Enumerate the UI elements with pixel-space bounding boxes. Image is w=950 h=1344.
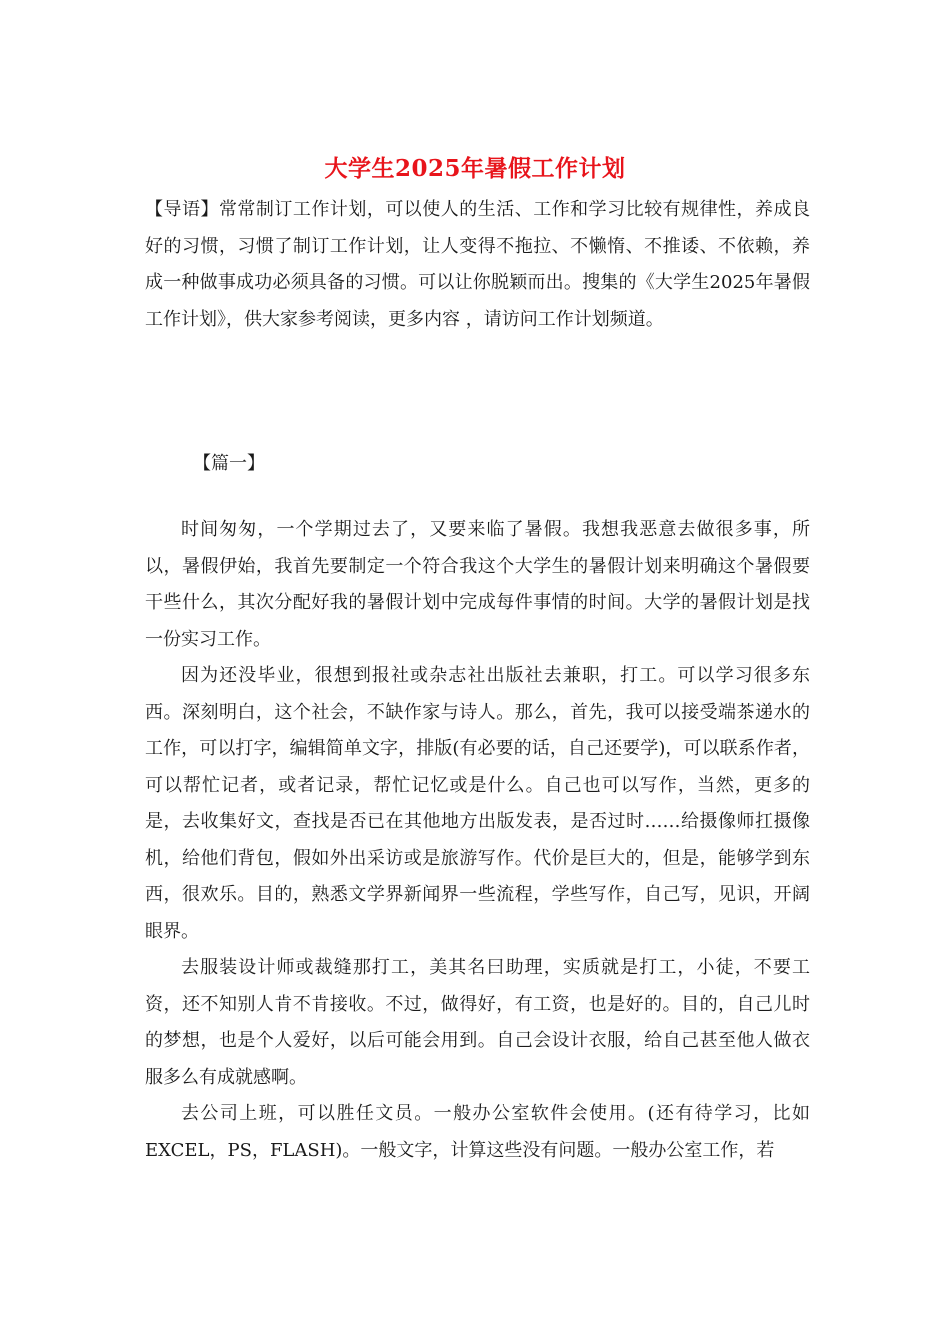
body-paragraph: 因为还没毕业，很想到报社或杂志社出版社去兼职，打工。可以学习很多东西。深刻明白，这个社会，不缺作家与诗人。那么，首先，我可以接受端茶递水的工作，可以打字，编辑简单文字，排版(有必要的话，自己还要学)，可以联系作者，可以帮忙记者，或者记录，帮忙记忆或是什么。自己也可以写作，当然，更多的是，去收集好文，查找是否已在其他地方出版发表，是否过时……给摄像师扛摄像机，给他们背包，假如外出采访或是旅游写作。代价是巨大的，但是，能够学到东西，很欢乐。目的，熟悉文学界新闻界一些流程，学些写作，自己写，见识，开阔眼界。 (145, 665, 810, 942)
body-text (145, 512, 810, 1169)
body-paragraph: 去服装设计师或裁缝那打工，美其名曰助理，实质就是打工，小徒，不要工资，还不知别人肯不肯接收。不过，做得好，有工资，也是好的。目的，自己儿时的梦想，也是个人爱好，以后可能会用到。自己会设计衣服，给自己甚至他人做衣服多么有成就感啊。 (145, 957, 810, 1088)
section-heading: 【篇一】 (193, 453, 265, 474)
intro-paragraph: 【导语】常常制订工作计划，可以使人的生活、工作和学习比较有规律性，养成良好的习惯，习惯了制订工作计划，让人变得不拖拉、不懒惰、不推诿、不依赖，养成一种做事成功必须具备的习惯。可以让你脱颖而出。搜集的《大学生2025年暑假工作计划》，供大家参考阅读，更多内容 ，请访问工作计划频道。 (145, 199, 810, 330)
body-paragraph: 去公司上班，可以胜任文员。一般办公室软件会使用。(还有待学习，比如EXCEL，PS，FLASH)。一般文字，计算这些没有问题。一般办公室工作，若 (145, 1103, 810, 1161)
document-title: 大学生2025年暑假工作计划 (324, 155, 626, 182)
body-paragraph: 时间匆匆，一个学期过去了，又要来临了暑假。我想我恶意去做很多事，所以，暑假伊始，我首先要制定一个符合我这个大学生的暑假计划来明确这个暑假要干些什么，其次分配好我的暑假计划中完成每件事情的时间。大学的暑假计划是找一份实习工作。 (145, 519, 810, 650)
